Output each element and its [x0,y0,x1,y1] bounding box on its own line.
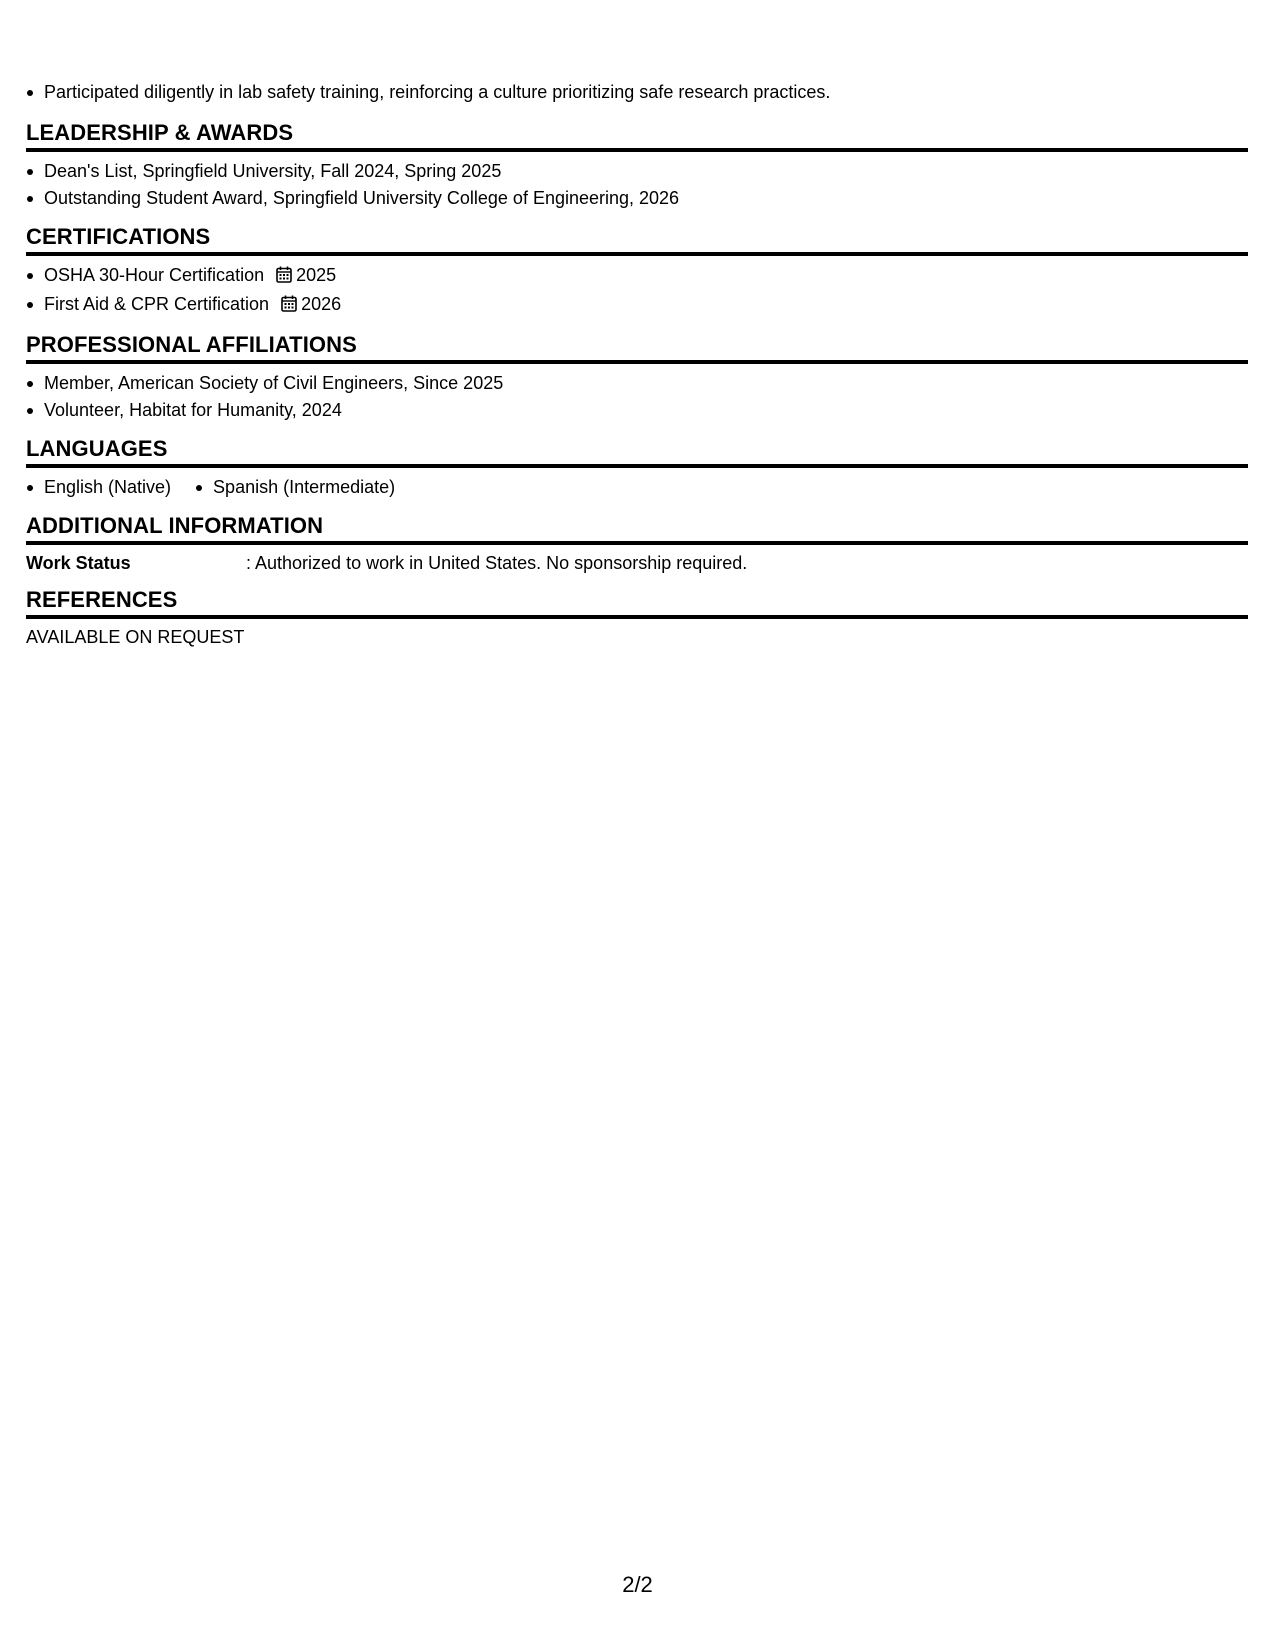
list-item: Volunteer, Habitat for Humanity, 2024 [26,397,1248,424]
section-title: LEADERSHIP & AWARDS [26,120,1248,152]
calendar-icon [281,293,297,320]
certifications-list [26,262,1248,320]
references-text: AVAILABLE ON REQUEST [26,627,245,647]
work-status-value: : Authorized to work in United States. No sponsorship required. [246,553,748,573]
certification-name: First Aid & CPR Certification [44,294,270,314]
certifications-section [26,224,1248,320]
language-item: English (Native) [26,474,171,501]
certification-year: 2025 [296,265,337,285]
work-status-label: Work Status [26,553,131,573]
list-item: Member, American Society of Civil Engineers, Since 2025 [26,370,1248,397]
language-item: Spanish (Intermediate) [195,474,395,501]
list-item: Participated diligently in lab safety training, reinforcing a culture prioritizing safe research practices. [26,79,1248,106]
section-title: CERTIFICATIONS [26,224,1248,256]
resume-page [26,0,1248,649]
languages-section [26,436,1248,501]
certification-name: OSHA 30-Hour Certification [44,265,265,285]
leadership-list [26,158,1248,212]
additional-info-section [26,513,1248,575]
section-title: REFERENCES [26,587,1248,619]
page-number: 2/2 [622,1572,653,1597]
references-section [26,587,1248,649]
experience-continuation-list [26,79,1248,106]
leadership-section [26,120,1248,212]
certification-year: 2026 [301,294,342,314]
section-title: ADDITIONAL INFORMATION [26,513,1248,545]
list-item: Outstanding Student Award, Springfield University College of Engineering, 2026 [26,185,1248,212]
list-item: Dean's List, Springfield University, Fall 2024, Spring 2025 [26,158,1248,185]
calendar-icon [276,264,292,291]
languages-list [26,474,1248,501]
work-status-row [26,551,1248,575]
list-item [26,291,1248,320]
section-title: LANGUAGES [26,436,1248,468]
affiliations-section [26,332,1248,424]
list-item [26,262,1248,291]
section-title: PROFESSIONAL AFFILIATIONS [26,332,1248,364]
affiliations-list [26,370,1248,424]
